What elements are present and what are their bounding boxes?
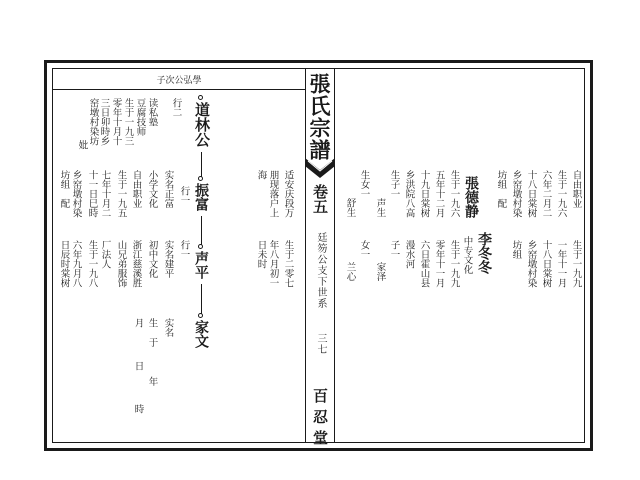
person-name-zhangdejing: 張德静 — [463, 176, 479, 218]
generation-caption: 子次公弘學 — [156, 76, 202, 86]
bio-line: 海 — [255, 170, 267, 180]
bio-line: 实名 — [162, 318, 174, 337]
lineage-dot — [198, 95, 203, 100]
bio-line: 五年十二月 — [433, 170, 445, 218]
bio-line: 坊组 配 — [58, 170, 70, 208]
bio-line: 生于二零七 — [282, 240, 294, 288]
hall-name: 百忍堂 — [311, 388, 329, 451]
bio-line: 六年二月二 — [540, 170, 552, 218]
bio-line: 舒生 — [344, 198, 356, 217]
bio-line: 生于 年 — [146, 318, 158, 396]
bio-line: 乡窑墩村染 — [525, 240, 537, 288]
bio-line: 生于一九八 — [86, 240, 98, 288]
lineage-dot — [198, 313, 203, 318]
bio-line: 自由职业 — [570, 170, 582, 208]
page-number: 三七 — [315, 333, 326, 355]
bio-line: 实名建平 — [162, 240, 174, 278]
bio-line: 适安庆段万 — [282, 170, 294, 218]
bio-line: 七年十月二 — [99, 170, 111, 218]
bio-line: 生于一九九 — [570, 240, 582, 288]
bio-line: 十一日巳時 — [86, 170, 98, 218]
bio-line: 小学文化 — [146, 170, 158, 208]
bio-line: 家泽 — [374, 262, 386, 281]
header-divider — [52, 89, 305, 90]
bio-line: 一年十一月 — [555, 240, 567, 288]
lineage-dot — [198, 244, 203, 249]
bio-line: 自由职业 — [130, 170, 142, 208]
bio-line: 十九日棠树 — [418, 170, 430, 218]
person-name-lidongdong: 李冬冬 — [476, 232, 492, 274]
bio-line: 六年九月八 — [70, 240, 82, 288]
bio-line: 浙江慈溪胜 — [130, 240, 142, 288]
bio-line: 日未时 — [255, 240, 267, 269]
bio-line: 实名正富 — [162, 170, 174, 208]
lineage-connector — [201, 284, 202, 316]
bio-line: 朋现落户上 — [267, 170, 279, 218]
bio-line: 生于一九六 — [555, 170, 567, 218]
bio-line: 六日霍山县 — [418, 240, 430, 288]
bio-line: 生女一 — [358, 170, 370, 199]
bio-line: 乡窑墩村染 — [510, 170, 522, 218]
person-name-zhenfu: 振富 — [193, 183, 209, 211]
bio-line: 声生 — [374, 198, 386, 217]
person-name-daolin: 道林公 — [193, 102, 211, 147]
bio-line: 行二 — [170, 98, 182, 117]
bio-line: 坊组 — [510, 240, 522, 259]
note-bi: 妣 — [76, 140, 88, 150]
bio-line: 乡洪院八高 — [403, 170, 415, 218]
bio-line: 生于一九六 — [448, 170, 460, 218]
bio-line: 豆腐技师 — [134, 98, 146, 136]
bio-line: 厂法人 — [99, 240, 111, 269]
bio-line: 生于一九五 — [115, 170, 127, 218]
bio-line: 漫水河 — [403, 240, 415, 269]
book-title: 張氏宗譜 — [307, 73, 332, 161]
person-name-shengping: 声平 — [193, 251, 209, 279]
bio-line: 读私塾 — [146, 98, 158, 127]
fishtail-mark-icon — [305, 158, 335, 180]
bio-line: 窑墩村染坊 — [87, 98, 99, 146]
bio-line: 女一 — [358, 240, 370, 259]
bio-line: 初中文化 — [146, 240, 158, 278]
bio-line: 生于一九三 — [122, 98, 134, 146]
bio-line: 生于一九九 — [448, 240, 460, 288]
bio-line: 十八日棠树 — [540, 240, 552, 288]
bio-line: 零年十一月 — [433, 240, 445, 288]
bio-line: 山兄弟服饰 — [115, 240, 127, 288]
bio-line: 十八日棠树 — [525, 170, 537, 218]
lineage-dot — [198, 176, 203, 181]
bio-line: 乡窑墩村染 — [70, 170, 82, 218]
bio-line: 月 日 時 — [132, 318, 144, 426]
volume-label: 卷五 — [311, 184, 329, 214]
bio-line: 年八月初一 — [267, 240, 279, 288]
person-name-jiawen: 家文 — [193, 320, 209, 348]
bio-line: 坊组 配 — [495, 170, 507, 208]
bio-line: 零年十月十 — [110, 98, 122, 146]
bio-line: 生子一 — [388, 170, 400, 199]
bio-line: 行一 — [178, 240, 190, 259]
bio-line: 行一 — [178, 186, 190, 205]
education-line: 中专文化 — [461, 236, 473, 274]
section-label: 廷笏公支下世系 — [315, 232, 326, 309]
bio-line: 兰心 — [344, 262, 356, 281]
bio-line: 日辰时棠树 — [58, 240, 70, 288]
bio-line: 三日卯時乡 — [98, 98, 110, 146]
bio-line: 子一 — [388, 240, 400, 259]
